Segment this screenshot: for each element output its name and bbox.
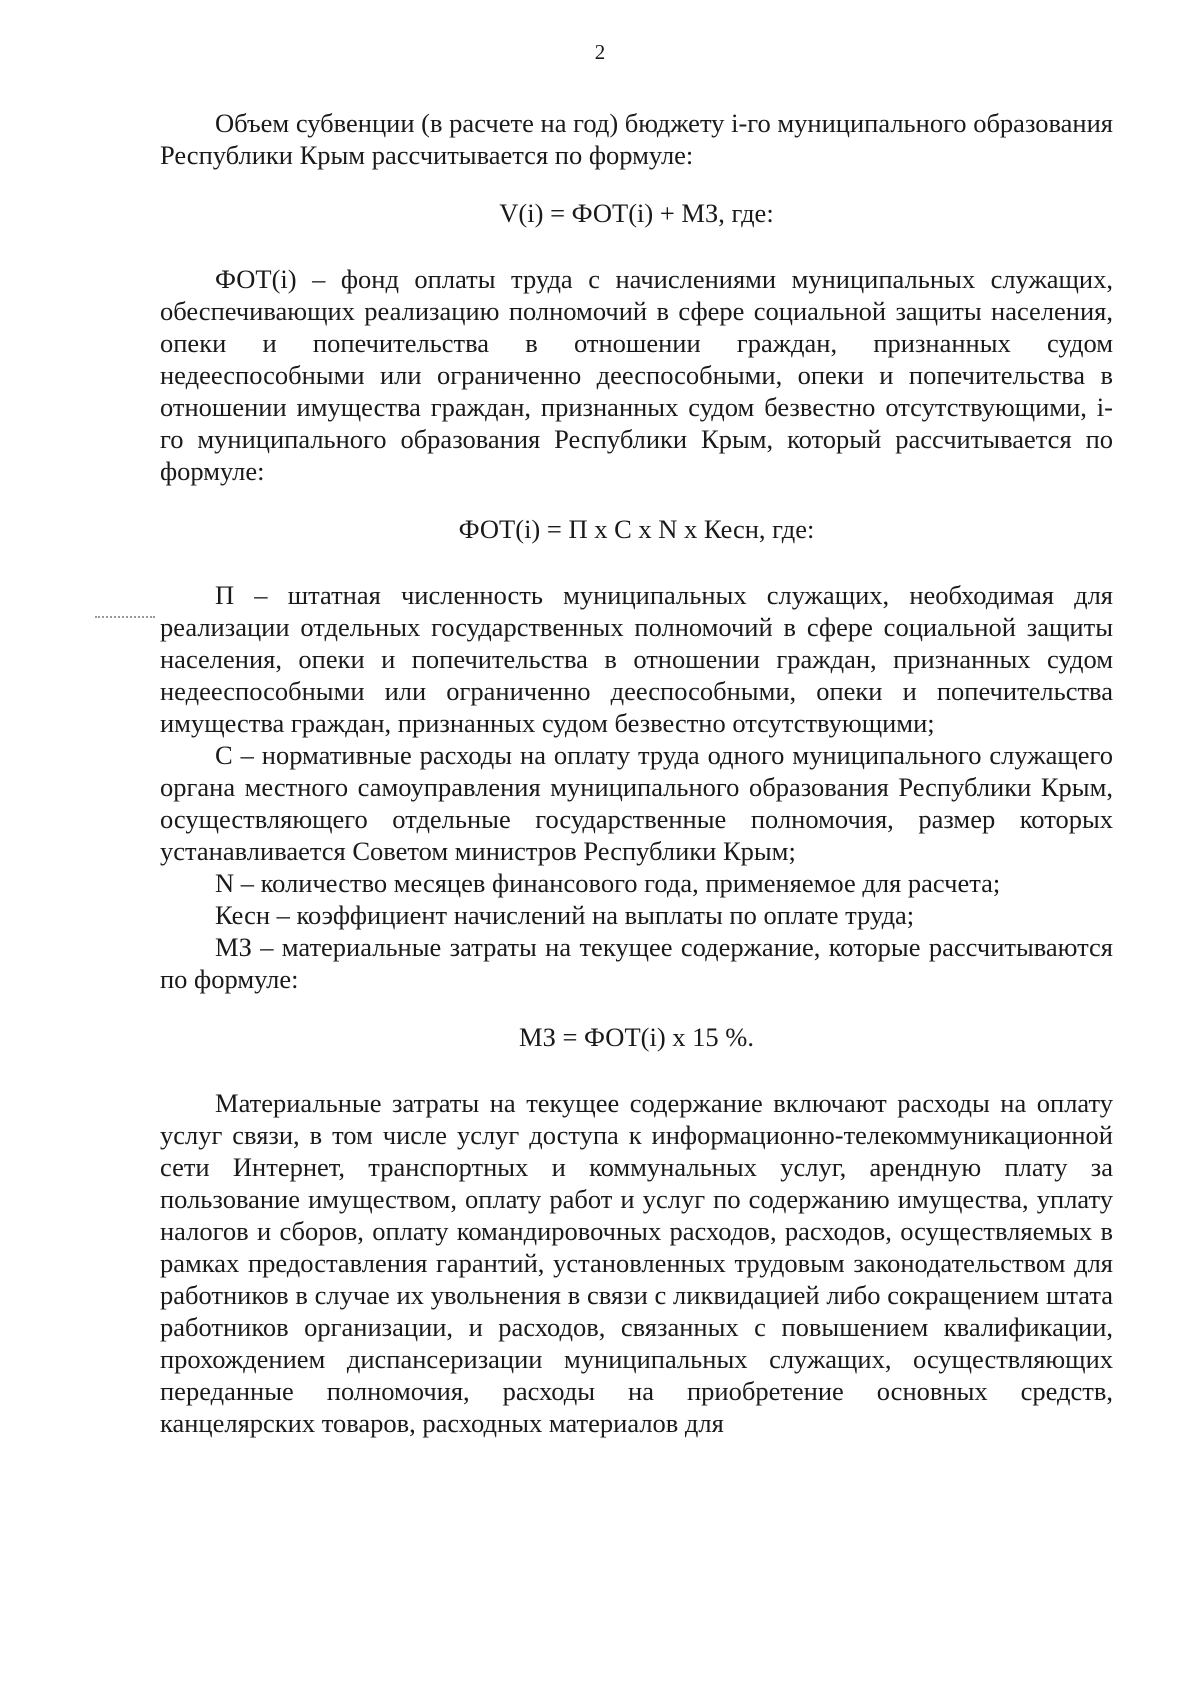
definition-c: С – нормативные расходы на оплату труда одного муниципального служащего органа местного самоуправления муниципального образования Республики Крым, осуществляющего отдельные государственные полномочия, размер которых устанавливается Советом министров Республики Крым; <box>160 740 1113 866</box>
formula-mz: МЗ = ФОТ(i) х 15 %. <box>519 1022 754 1052</box>
page-number: 2 <box>594 40 606 64</box>
definition-kesn: Кесн – коэффициент начислений на выплаты по оплате труда; <box>215 900 915 930</box>
formula-fot: ФОТ(i) = П х С х N х Кесн, где: <box>458 514 815 544</box>
material-costs-paragraph: Материальные затраты на текущее содержание включают расходы на оплату услуг связи, в том числе услуг доступа к информационно-телекоммуникационной сети Интернет, транспортных и коммунальных услуг, арендную плату за пользование имуществом, оплату работ и услуг по содержанию имущества, уплату налогов и сборов, оплату командировочных расходов, расходов, осуществляемых в рамках предоставления гарантий, установленных трудовым законодательством для работников в случае их увольнения в связи с ликвидацией либо сокращением штата работников организации, и расходов, связанных с повышением квалификации, прохождением диспансеризации муниципальных служащих, осуществляющих переданные полномочия, расходы на приобретение основных средств, канцелярских товаров, расходных материалов для <box>160 1088 1113 1438</box>
definition-p: П – штатная численность муниципальных служащих, необходимая для реализации отдельных государственных полномочий в сфере социальной защиты населения, опеки и попечительства в отношении граждан, признанных судом недееспособными или ограниченно дееспособными, опеки и попечительства имущества граждан, признанных судом безвестно отсутствующими; <box>160 580 1113 738</box>
definition-mz: МЗ – материальные затраты на текущее содержание, которые рассчитываются по формуле: <box>160 932 1113 994</box>
definition-n: N – количество месяцев финансового года, применяемое для расчета; <box>215 868 1001 898</box>
intro-paragraph: Объем субвенции (в расчете на год) бюджету i-го муниципального образования Республики Крым рассчитывается по формуле: <box>160 108 1113 170</box>
formula-subvention: V(i) = ФОТ(i) + МЗ, где: <box>499 198 774 228</box>
fot-definition-paragraph: ФОТ(i) – фонд оплаты труда с начислениями муниципальных служащих, обеспечивающих реализацию полномочий в сфере социальной защиты населения, опеки и попечительства в отношении граждан, признанных судом недееспособными или ограниченно дееспособными, опеки и попечительства в отношении имущества граждан, признанных судом безвестно отсутствующими, i-го муниципального образования Республики Крым, который рассчитывается по формуле: <box>160 264 1113 486</box>
document-body <box>160 107 1113 1439</box>
scan-artifact <box>95 616 155 622</box>
